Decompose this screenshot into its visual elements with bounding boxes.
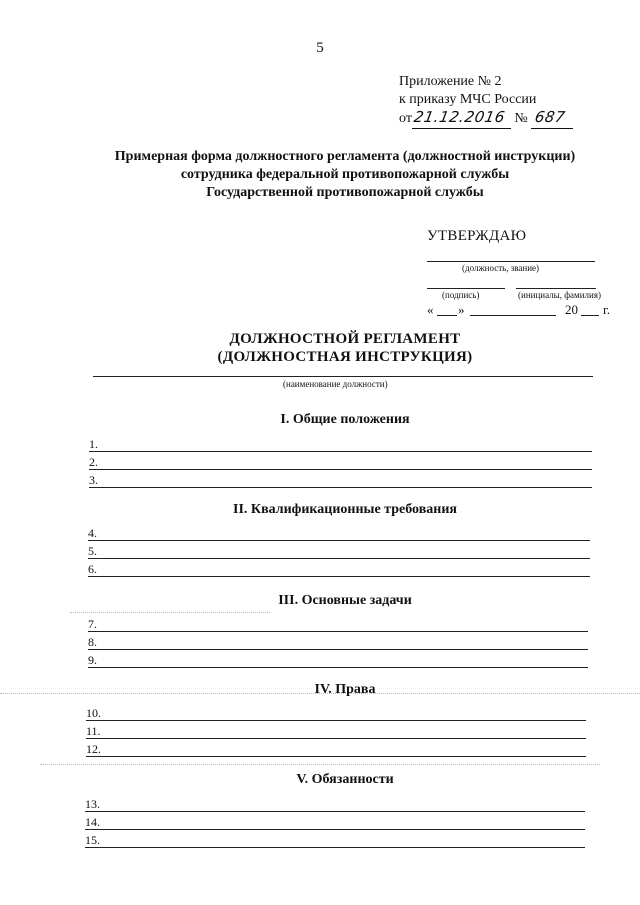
form-title (0, 148, 640, 202)
form-title-line-2: сотрудника федеральной противопожарной службы (180, 167, 510, 182)
approval-month-line (470, 315, 556, 316)
approval-position-caption: (должность, звание) (462, 263, 540, 273)
appendix-handwritten-number: 687 (533, 108, 567, 126)
item-line (88, 576, 590, 577)
item-line (89, 487, 592, 488)
item-number: 1. (89, 437, 98, 451)
item-number: 5. (88, 544, 97, 558)
approval-year-prefix: 20 (565, 302, 578, 317)
appendix-line-1: Приложение № 2 (399, 74, 502, 89)
section-title-4: IV. Права (314, 682, 376, 697)
scan-artifact-line (40, 764, 600, 765)
document-title-line-1: ДОЛЖНОСТНОЙ РЕГЛАМЕНТ (229, 331, 461, 347)
appendix-from-prefix: от (399, 111, 412, 126)
form-title-line-3: Государственной противопожарной службы (206, 185, 484, 200)
item-line (85, 811, 585, 812)
appendix-number-prefix: № (514, 111, 528, 126)
approval-signature-line (427, 288, 505, 289)
appendix-handwritten-date: 21.12.2016 (412, 108, 507, 126)
item-line (88, 631, 588, 632)
form-title-line-1: Примерная форма должностного регламента (должностной инструкции) (114, 149, 576, 164)
item-number: 14. (85, 815, 100, 829)
approval-signature-caption: (подпись) (442, 290, 480, 300)
position-name-line (93, 376, 593, 377)
item-number: 13. (85, 797, 100, 811)
approval-year-suffix: г. (603, 302, 611, 317)
page-number: 5 (316, 40, 324, 56)
approval-initials-caption: (инициалы, фамилия) (518, 290, 601, 300)
item-number: 8. (88, 635, 97, 649)
item-number: 2. (89, 455, 98, 469)
item-number: 6. (88, 562, 97, 576)
approval-year-line (581, 315, 599, 316)
section-title-5: V. Обязанности (296, 772, 394, 787)
item-line (89, 469, 592, 470)
item-line (89, 451, 592, 452)
item-number: 10. (86, 706, 101, 720)
item-line (88, 667, 588, 668)
approval-label: УТВЕРЖДАЮ (427, 228, 527, 244)
item-number: 11. (86, 724, 101, 738)
item-line (86, 756, 586, 757)
item-line (88, 649, 588, 650)
document-title (0, 330, 640, 366)
item-line (86, 738, 586, 739)
approval-date-open-quote: « (427, 302, 434, 317)
approval-position-line (427, 261, 595, 262)
section-title-3: III. Основные задачи (278, 593, 412, 608)
item-number: 12. (86, 742, 101, 756)
item-line (86, 720, 586, 721)
section-title-1: I. Общие положения (280, 412, 410, 427)
approval-initials-line (516, 288, 596, 289)
approval-day-line (437, 315, 457, 316)
item-number: 3. (89, 473, 98, 487)
item-number: 9. (88, 653, 97, 667)
item-line (85, 847, 585, 848)
section-title-2: II. Квалификационные требования (233, 502, 457, 517)
appendix-line-2: к приказу МЧС России (399, 92, 537, 107)
item-number: 4. (88, 526, 97, 540)
item-line (88, 558, 590, 559)
appendix-order-line (399, 108, 573, 129)
item-number: 7. (88, 617, 97, 631)
item-line (88, 540, 590, 541)
position-name-caption: (наименование должности) (283, 379, 388, 389)
item-line (85, 829, 585, 830)
scan-artifact-line (70, 612, 270, 613)
item-number: 15. (85, 833, 100, 847)
approval-date-close-quote: » (458, 302, 465, 317)
document-title-line-2: (ДОЛЖНОСТНАЯ ИНСТРУКЦИЯ) (217, 349, 473, 365)
